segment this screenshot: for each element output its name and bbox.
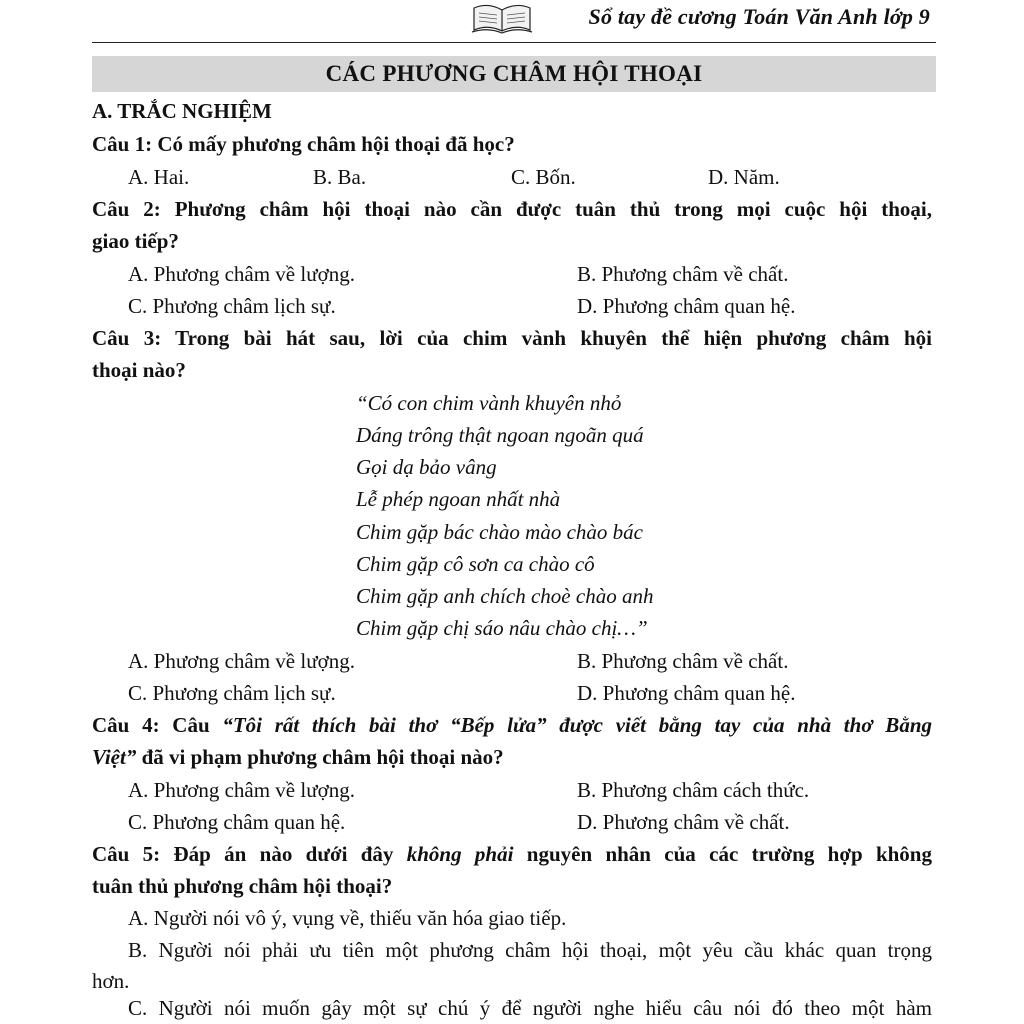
q1-option-b: B. Ba. (313, 165, 367, 189)
question-5-line-1 (92, 842, 932, 867)
question-2-line-2: giao tiếp? (92, 229, 179, 253)
question-4-line-1 (92, 713, 932, 738)
poem-line: Chim gặp bác chào mào chào bác (356, 520, 643, 544)
q5-emphasis: không phải (406, 842, 514, 866)
section-heading: A. TRẮC NGHIỆM (92, 99, 272, 123)
q4-suffix: đã vi phạm phương châm hội thoại nào? (136, 745, 504, 769)
q2-option-c: C. Phương châm lịch sự. (128, 294, 336, 318)
q5-suffix: nguyên nhân của các trường hợp không (513, 842, 932, 866)
header-divider (92, 42, 936, 43)
question-3-line-2: thoại nào? (92, 358, 186, 382)
poem-line: Dáng trông thật ngoan ngoãn quá (356, 423, 644, 447)
q3-option-a: A. Phương châm về lượng. (128, 649, 355, 673)
open-book-icon (470, 0, 534, 34)
page-title: CÁC PHƯƠNG CHÂM HỘI THOẠI (325, 61, 703, 86)
q4-option-b: B. Phương châm cách thức. (577, 778, 810, 802)
poem-line: Lễ phép ngoan nhất nhà (356, 487, 561, 511)
q4-option-c: C. Phương châm quan hệ. (128, 810, 346, 834)
q2-option-b: B. Phương châm về chất. (577, 262, 789, 286)
q1-option-d: D. Năm. (708, 165, 780, 189)
question-2-line-1: Câu 2: Phương châm hội thoại nào cần được tuân thủ trong mọi cuộc hội thoại, (92, 197, 932, 221)
q4-quote: “Tôi rất thích bài thơ “Bếp lửa” được viết bằng tay của nhà thơ Bằng (222, 713, 932, 737)
poem-line: Gọi dạ bảo vâng (356, 455, 497, 479)
poem-line: Chim gặp chị sáo nâu chào chị…” (356, 616, 648, 640)
title-band (92, 56, 936, 92)
q2-option-a: A. Phương châm về lượng. (128, 262, 355, 286)
question-5-line-2: tuân thủ phương châm hội thoại? (92, 874, 393, 898)
q1-option-c: C. Bốn. (511, 165, 576, 189)
q5-option-c-line-1: C. Người nói muốn gây một sự chú ý để người nghe hiểu câu nói đó theo một hàm (128, 996, 932, 1020)
q1-option-a: A. Hai. (128, 165, 190, 189)
poem-line: Chim gặp anh chích choè chào anh (356, 584, 654, 608)
header-title: Sổ tay đề cương Toán Văn Anh lớp 9 (588, 4, 930, 29)
question-3-line-1: Câu 3: Trong bài hát sau, lời của chim vành khuyên thể hiện phương châm hội (92, 326, 932, 350)
q5-prefix: Câu 5: Đáp án nào dưới đây (92, 842, 407, 866)
q4-quote-end: Việt” (92, 745, 137, 769)
q4-option-d: D. Phương châm về chất. (577, 810, 790, 834)
q5-option-b-line-1: B. Người nói phải ưu tiên một phương châm hội thoại, một yêu cầu khác quan trọng (128, 938, 932, 962)
q5-option-b-line-2: hơn. (92, 969, 130, 993)
poem-line: “Có con chim vành khuyên nhỏ (356, 391, 622, 415)
q3-option-c: C. Phương châm lịch sự. (128, 681, 336, 705)
question-4-line-2 (92, 745, 504, 770)
q3-option-d: D. Phương châm quan hệ. (577, 681, 796, 705)
poem-line: Chim gặp cô sơn ca chào cô (356, 552, 595, 576)
q3-option-b: B. Phương châm về chất. (577, 649, 789, 673)
question-1: Câu 1: Có mấy phương châm hội thoại đã học? (92, 132, 515, 156)
q4-prefix: Câu 4: Câu (92, 713, 223, 737)
running-header (92, 0, 936, 44)
q2-option-d: D. Phương châm quan hệ. (577, 294, 796, 318)
q5-option-a: A. Người nói vô ý, vụng về, thiếu văn hóa giao tiếp. (128, 906, 567, 930)
q4-option-a: A. Phương châm về lượng. (128, 778, 355, 802)
